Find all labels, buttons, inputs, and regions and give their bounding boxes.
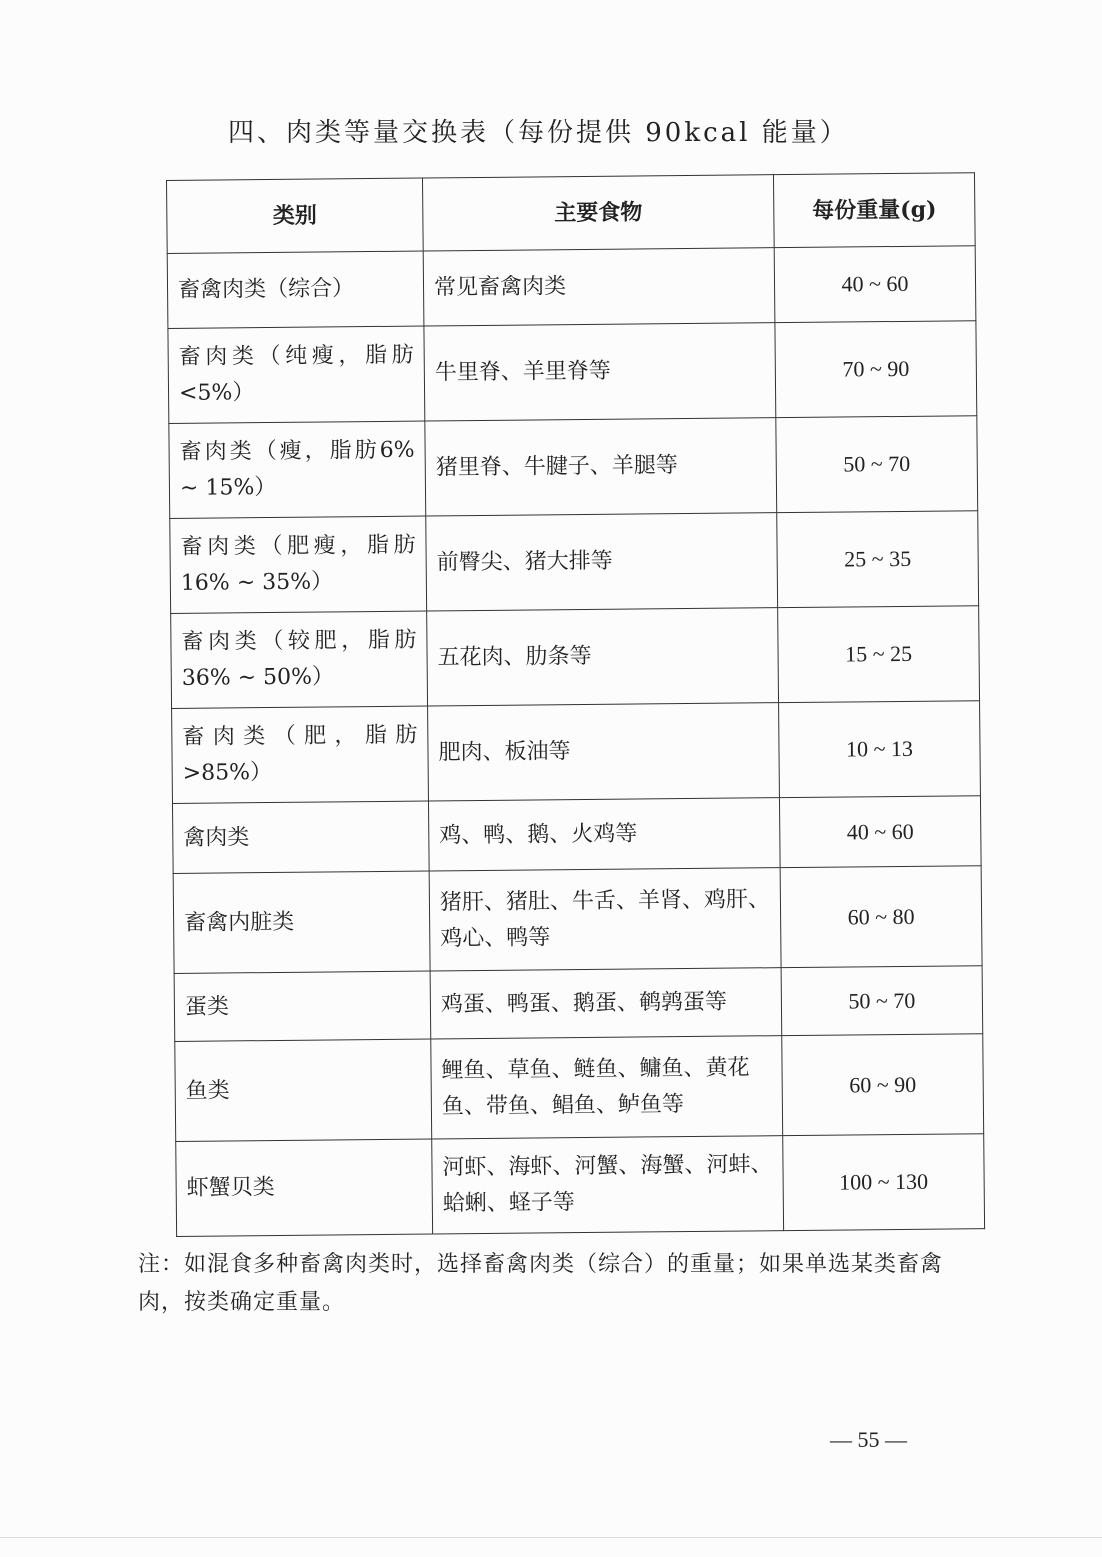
row-category: 畜肉类（肥瘦，脂肪16% ~ 35%） <box>170 516 427 613</box>
header-foods: 主要食物 <box>422 175 774 251</box>
row-category: 畜禽内脏类 <box>173 871 430 973</box>
table-row <box>172 796 981 874</box>
row-category: 畜肉类（较肥，脂肪36% ~ 50%） <box>171 611 428 708</box>
page-bottom-divider <box>0 1537 1102 1538</box>
table-row <box>171 606 980 709</box>
table-row <box>176 1134 985 1237</box>
row-foods: 五花肉、肋条等 <box>427 608 779 706</box>
table-row <box>175 1034 984 1142</box>
row-category: 蛋类 <box>174 971 431 1041</box>
row-category: 畜肉类（瘦，脂肪6% ~ 15%） <box>169 421 426 518</box>
row-foods: 河虾、海虾、河蟹、海蟹、河蚌、蛤蜊、蛏子等 <box>432 1136 784 1234</box>
meat-exchange-table <box>166 172 985 1237</box>
table-row <box>169 416 978 519</box>
header-weight: 每份重量(g) <box>773 173 975 248</box>
exchange-table-wrapper <box>166 172 984 1237</box>
table-row <box>172 701 981 804</box>
row-foods: 鸡、鸭、鹅、火鸡等 <box>428 798 780 871</box>
table-header-row <box>167 173 976 254</box>
row-foods: 鸡蛋、鸭蛋、鹅蛋、鹌鹑蛋等 <box>430 968 782 1039</box>
row-weight: 100 ~ 130 <box>783 1134 985 1231</box>
row-weight: 25 ~ 35 <box>777 511 979 608</box>
row-category: 禽肉类 <box>172 801 429 873</box>
row-category: 虾蟹贝类 <box>176 1139 433 1236</box>
table-row <box>168 321 977 424</box>
page-number: — 55 — <box>830 1427 907 1452</box>
table-row <box>167 246 976 329</box>
row-foods: 猪肝、猪肚、牛舌、羊肾、鸡肝、鸡心、鸭等 <box>429 868 781 971</box>
row-weight: 60 ~ 80 <box>780 866 982 968</box>
row-category: 鱼类 <box>175 1039 432 1141</box>
row-foods: 肥肉、板油等 <box>428 703 780 801</box>
table-row <box>173 866 982 974</box>
row-foods: 牛里脊、羊里脊等 <box>424 323 776 421</box>
table-row <box>170 511 979 614</box>
table-row <box>174 966 983 1042</box>
row-foods: 前臀尖、猪大排等 <box>426 513 778 611</box>
row-weight: 40 ~ 60 <box>774 246 976 323</box>
row-category: 畜肉类（肥，脂肪>85%） <box>172 706 429 803</box>
row-category: 畜禽肉类（综合） <box>167 251 424 328</box>
row-weight: 40 ~ 60 <box>779 796 981 868</box>
row-foods: 常见畜禽肉类 <box>423 248 775 326</box>
header-category: 类别 <box>167 178 424 253</box>
table-note: 注：如混食多种畜禽肉类时，选择畜禽肉类（综合）的重量；如果单选某类畜禽肉，按类确定重量。 <box>138 1252 944 1315</box>
row-weight: 15 ~ 25 <box>778 606 980 703</box>
row-weight: 70 ~ 90 <box>775 321 977 418</box>
row-foods: 猪里脊、牛腱子、羊腿等 <box>425 418 777 516</box>
row-weight: 10 ~ 13 <box>779 701 981 798</box>
row-category: 畜肉类（纯瘦，脂肪<5%） <box>168 326 425 423</box>
row-weight: 60 ~ 90 <box>782 1034 984 1136</box>
row-weight: 50 ~ 70 <box>781 966 983 1036</box>
row-weight: 50 ~ 70 <box>776 416 978 513</box>
page-title: 四、肉类等量交换表（每份提供 90kcal 能量） <box>228 118 849 148</box>
row-foods: 鲤鱼、草鱼、鲢鱼、鳙鱼、黄花鱼、带鱼、鲳鱼、鲈鱼等 <box>431 1036 783 1139</box>
